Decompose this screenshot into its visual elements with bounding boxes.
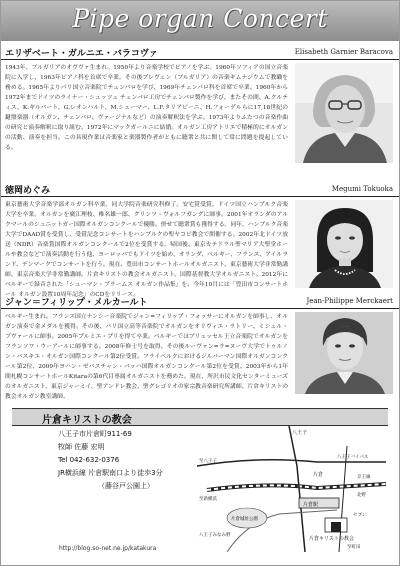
performer-photo [295,312,393,394]
performer-photo [295,63,393,163]
map-label: 至新横浜 [199,497,217,502]
map-label: 片倉 [313,472,324,478]
map-label: 京王線 [357,475,371,480]
church-url[interactable]: http://blog.so-net.ne.jp/katakura [59,545,157,552]
church-address: 八王子市片倉町911-69 [58,430,132,438]
page-title: Pipe organ Concert [72,4,328,33]
performer-name-en: Megumi Tokuoka [331,185,393,193]
performer-name-jp: ジャン＝フィリップ・メルカールト [5,298,148,308]
performer-name-jp: 徳岡めぐみ [5,186,51,196]
performer-name-en: Jean-Philippe Merckaert [306,297,393,305]
performer-name-bar [1,294,399,309]
church-info-section [12,408,388,556]
map-label: 片倉キリストの教会 [309,536,354,542]
performer-bio: 1943年、ブルガリアのオヴヴァ生まれ。1950年より音楽学校でピアノを学ぶ。1960年ソフィアの国立音楽院に入学し、1963年ピアノ科を首席で卒業。その後プレヴェン（ブルガリア）の音楽ギムナジウムで教職を務める。1965年よりパリ国立音楽院でチェンバロを学び、1969年チェンバロ科を首席で卒業。1960年から1972年までドイツのライナー・シュッツェ チェンバロ工房でチェンバロ製作を学び、またその間、A.クルティス、K.ギルバート、G.レオンハルト、M.シューマー、L.F.タリアビーニ、H.フォーゲルらに17,18世紀の鍵盤楽器（オルガン、チェンバロ、ヴァージナルなど）の演奏解釈法を学ぶ。1973年よりふたつの音楽作曲の研究と演奏解釈に取り組む。1972年にマックガールニに結婚。オルガン工房アトリエで積極的にオルガンの活動、演奏を担当。この具現作業は音楽家と楽器製作者がともに聴衆と共に関して常に問題を提起している。 [5,65,288,151]
divider [1,308,399,309]
map-label: 北野 [357,493,366,498]
church-access: JR横浜線 片倉駅南口より徒歩3分 [58,469,163,477]
performer-name-bar [1,182,399,197]
performer-bio: 東京藝術大学音楽学部オルガン科卒業、同大学院音楽研究科修了。安宅賞受賞。ドイツ国立ハンブルク音楽大学を卒業。オルガンを廣江理枝、椎名雄一郎、グリンツ・ヴォルフガングに師事。2001年オランダのアルクマールのシュニットガー国際オルガンコンクールで優勝。併せて聴衆賞も獲得する。同年、ハンブルク音楽大学でDAAD賞を受賞し、受賞記念コンサートをハンブルクの聖ヤコビ教会で開催する。2002年北ドイツ放送（NDR）音楽賞国際オルガンコンクールで2位を受賞する。帰国後、東京カテドラル聖マリア大聖堂ホールや教会などで演奏活動を行う他、ヨーロッパでもドイツを始め、オランダ、ベルギー、フランス、アイルランド、デンマークでコンサートを行う。現在、豊田市コンサートホールオルガニスト、東京藝術大学非常勤講師、東京音楽大学非常勤講師。片倉キリストの教会オルガニスト。国際基督教大学オルガニスト。2012年にベルギーで録音された「シューマン・ブラームス オルガン作品集」を、今年10月には「豊田市コンサートホール オルガン設置10周年記念」のCDをリリース。 [5,202,288,298]
map-label: 片倉駅 [303,502,319,508]
header-banner [1,1,399,41]
performer-name-jp: エリザベート・ガルニエ・バラコヴァ [5,49,158,59]
divider [1,196,399,197]
church-access-note: （藤谷戸公園上） [98,482,154,490]
church-tel: Tel 042-632-0376 [58,456,120,464]
church-pastor: 牧師 佐藤 宏明 [58,443,105,451]
divider [1,59,399,60]
church-title-bar [12,408,388,426]
access-map [197,426,386,552]
church-details [58,428,198,493]
map-label: 八王子バイパス [337,455,369,460]
map-label: セブン [353,513,367,518]
performer-photo [295,200,393,288]
church-title: 片倉キリストの教会 [42,415,132,426]
map-label: 八王子みなみ野 [199,533,231,538]
performer-bio: ベルギー生まれ。フランス国立ナンシー音楽院でジャン=フィリップ・フォッサーにオルガンを師事し、オルガン演奏で金メダルを獲得。その後、パリ国立高等音楽院でオルガンをオリヴィエ・ラトリー、ミシェル・ブヴァールに師事。2005年プルミエ・プリを得て卒業。ベルギーではブリュッセル王立音楽院でオルガンをフランソワ・ウーアールに師事する。2008年修士号を取得、その後ルーヴァン=ラ=ヌーヴ大学でトゥルノン・パスキエ・オルガン国際コンクール第2位受賞。フライベルクにおけるジルバーマン国際オルガンコンクール第2位、2009年ヨハン・ゼバスチャン・バッハ国際オルガンコンクール第2位を受賞。2003年から1年間札幌コンサートホールKitaraの第6代目専属オルガニストを務めた。現在、所沢市民文化センターミューズのオルガニスト、東京ジャーミイ、聖アンドレ教会、聖グレゴリオの家宗教音楽研究所講師、片倉キリストの教会オルガン教室講師。 [5,314,288,400]
map-label: 片倉城址公園 [231,517,258,522]
performer-section-2 [1,182,399,298]
map-label: 至八王子 [199,459,217,464]
performer-name-en: Elisabeth Garnier Baracova [294,48,393,56]
performer-name-bar [1,45,399,60]
performer-section-1 [1,45,399,181]
performer-section-3 [1,294,399,398]
map-label: 八王子 [292,430,308,436]
map-label: 至町田 [347,545,361,550]
